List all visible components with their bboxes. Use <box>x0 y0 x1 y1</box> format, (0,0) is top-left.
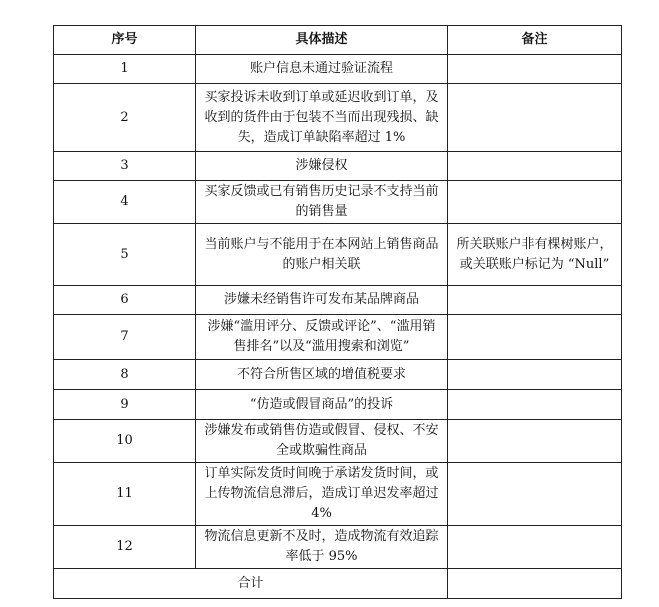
row-description: 当前账户与不能用于在本网站上销售商品的账户相关联 <box>196 224 448 286</box>
header-row <box>54 26 622 55</box>
row-remarks <box>448 390 622 420</box>
row-number: 8 <box>54 360 196 390</box>
table-row <box>54 526 622 569</box>
row-number: 2 <box>54 84 196 152</box>
violation-table <box>53 25 622 599</box>
row-description: 账户信息未通过验证流程 <box>196 55 448 84</box>
row-number: 4 <box>54 181 196 224</box>
row-description: 买家反馈或已有销售历史记录不支持当前的销售量 <box>196 181 448 224</box>
row-description: 涉嫌未经销售许可发布某品牌商品 <box>196 286 448 315</box>
row-description: 买家投诉未收到订单或延迟收到订单，及收到的货件由于包装不当而出现残损、缺失，造成订单缺陷率超过 1% <box>196 84 448 152</box>
table-row <box>54 181 622 224</box>
total-label: 合计 <box>54 569 448 599</box>
row-remarks <box>448 286 622 315</box>
row-remarks <box>448 152 622 181</box>
row-description: 涉嫌侵权 <box>196 152 448 181</box>
row-remarks <box>448 360 622 390</box>
row-description: 物流信息更新不及时，造成物流有效追踪率低于 95% <box>196 526 448 569</box>
row-remarks <box>448 55 622 84</box>
total-value <box>448 569 622 599</box>
row-number: 3 <box>54 152 196 181</box>
row-remarks <box>448 84 622 152</box>
table-row <box>54 463 622 526</box>
header-index: 序号 <box>54 26 196 55</box>
table-row <box>54 84 622 152</box>
table-row <box>54 152 622 181</box>
row-number: 5 <box>54 224 196 286</box>
row-description: 不符合所售区域的增值税要求 <box>196 360 448 390</box>
row-remarks <box>448 315 622 360</box>
row-number: 9 <box>54 390 196 420</box>
row-remarks <box>448 420 622 463</box>
row-description: 订单实际发货时间晚于承诺发货时间，或上传物流信息滞后，造成订单迟发率超过 4% <box>196 463 448 526</box>
row-number: 7 <box>54 315 196 360</box>
row-remarks <box>448 526 622 569</box>
table-row <box>54 286 622 315</box>
row-number: 12 <box>54 526 196 569</box>
table-row <box>54 224 622 286</box>
table-row <box>54 420 622 463</box>
row-remarks <box>448 463 622 526</box>
row-number: 6 <box>54 286 196 315</box>
row-number: 1 <box>54 55 196 84</box>
header-description: 具体描述 <box>196 26 448 55</box>
row-remarks <box>448 181 622 224</box>
header-remarks: 备注 <box>448 26 622 55</box>
table-row <box>54 390 622 420</box>
row-number: 10 <box>54 420 196 463</box>
table-row <box>54 360 622 390</box>
row-number: 11 <box>54 463 196 526</box>
table-row <box>54 315 622 360</box>
total-row <box>54 569 622 599</box>
row-remarks: 所关联账户非有棵树账户，或关联账户标记为 “Null” <box>448 224 622 286</box>
row-description: 涉嫌发布或销售仿造或假冒、侵权、不安全或欺骗性商品 <box>196 420 448 463</box>
table-row <box>54 55 622 84</box>
row-description: 涉嫌“滥用评分、反馈或评论”、“滥用销售排名”以及“滥用搜索和浏览” <box>196 315 448 360</box>
row-description: “仿造或假冒商品”的投诉 <box>196 390 448 420</box>
